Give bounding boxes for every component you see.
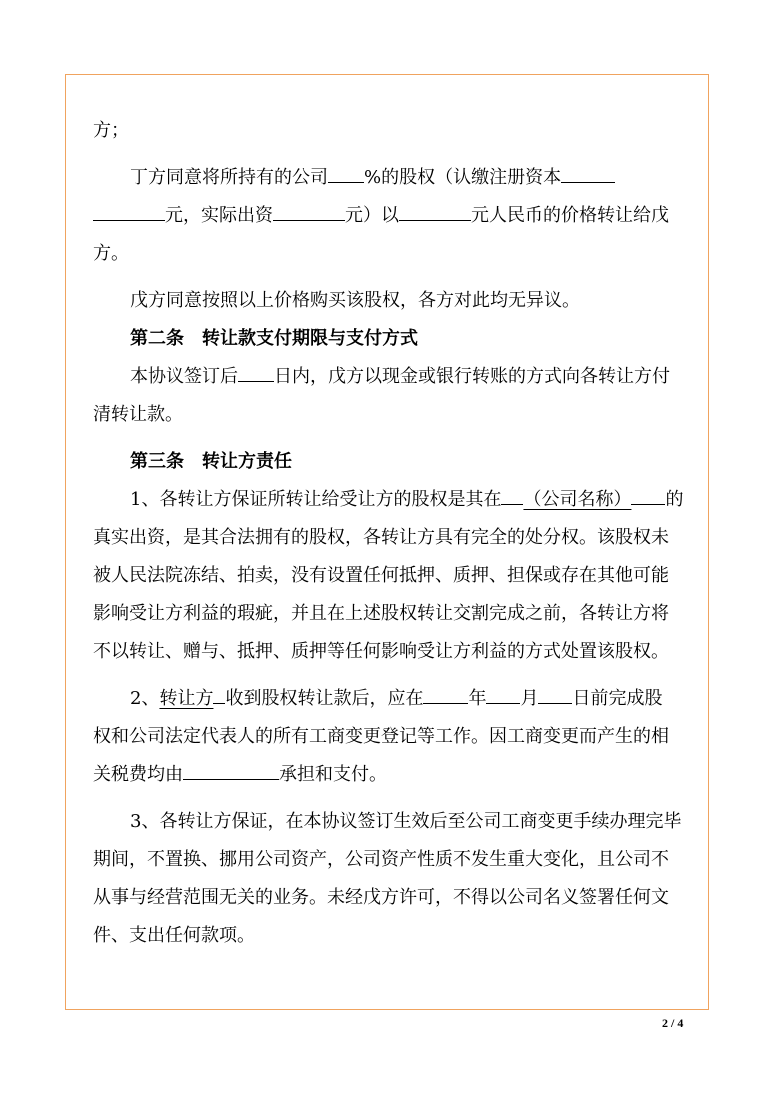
paragraph-line: 清转让款。 bbox=[93, 404, 183, 425]
paragraph-line: 期间，不置换、挪用公司资产，公司资产性质不发生重大变化，且公司不 bbox=[93, 849, 669, 870]
fill-in-blank[interactable] bbox=[501, 490, 523, 505]
fill-in-blank[interactable] bbox=[273, 206, 345, 221]
transferor-placeholder: 转让方 bbox=[159, 688, 214, 709]
paragraph-line: 被人民法院冻结、拍卖，没有设置任何抵押、质押、担保或存在其他可能 bbox=[93, 565, 669, 586]
document-body bbox=[93, 112, 685, 955]
section-heading: 第二条 转让款支付期限与支付方式 bbox=[130, 328, 418, 349]
paragraph-line: 件、支出任何款项。 bbox=[93, 925, 255, 946]
paragraph-line: 影响受让方利益的瑕疵，并且在上述股权转让交割完成之前，各转让方将 bbox=[93, 603, 669, 624]
fill-in-blank[interactable] bbox=[399, 206, 471, 221]
paragraph-line: 不以转让、赠与、抵押、质押等任何影响受让方利益的方式处置该股权。 bbox=[93, 641, 669, 662]
paragraph-line: 元，实际出资 元）以 元人民币的价格转让给戊 bbox=[93, 197, 685, 235]
fill-in-blank[interactable] bbox=[423, 689, 468, 704]
paragraph-line: 戊方同意按照以上价格购买该股权，各方对此均无异议。 bbox=[130, 290, 580, 311]
page-number: 2 / 4 bbox=[662, 1016, 684, 1030]
paragraph-line: 3、各转让方保证，在本协议签订生效后至公司工商变更手续办理完毕 bbox=[130, 811, 682, 832]
paragraph-line: 真实出资，是其合法拥有的股权，各转让方具有完全的处分权。该股权未 bbox=[93, 527, 669, 548]
paragraph-line: 方。 bbox=[93, 243, 129, 264]
fill-in-blank[interactable] bbox=[213, 689, 225, 704]
paragraph-line: 本协议签订后 日内，戊方以现金或银行转账的方式向各转让方付 bbox=[130, 366, 670, 387]
fill-in-blank[interactable] bbox=[328, 168, 364, 183]
company-name-placeholder: （公司名称） bbox=[523, 489, 632, 510]
paragraph-line: 权和公司法定代表人的所有工商变更登记等工作。因工商变更而产生的相 bbox=[93, 726, 669, 747]
paragraph-line: 方； bbox=[93, 120, 129, 141]
paragraph-line: 1、各转让方保证所转让给受让方的股权是其在 （公司名称） 的 bbox=[130, 489, 684, 510]
fill-in-blank[interactable] bbox=[238, 367, 274, 382]
fill-in-blank[interactable] bbox=[561, 168, 615, 183]
paragraph-line: 从事与经营范围无关的业务。未经戊方许可，不得以公司名义签署任何文 bbox=[93, 887, 669, 908]
paragraph-line: 2、转让方 收到股权转让款后，应在 年 月 日前完成股 bbox=[130, 688, 663, 709]
paragraph-line: 丁方同意将所持有的公司 %的股权（认缴注册资本 bbox=[93, 159, 685, 197]
section-heading: 第三条 转让方责任 bbox=[130, 451, 292, 472]
fill-in-blank[interactable] bbox=[93, 206, 165, 221]
paragraph-line: 关税费均由 承担和支付。 bbox=[93, 764, 387, 785]
fill-in-blank[interactable] bbox=[631, 490, 665, 505]
fill-in-blank[interactable] bbox=[486, 689, 520, 704]
fill-in-blank[interactable] bbox=[538, 689, 572, 704]
fill-in-blank[interactable] bbox=[183, 765, 279, 780]
